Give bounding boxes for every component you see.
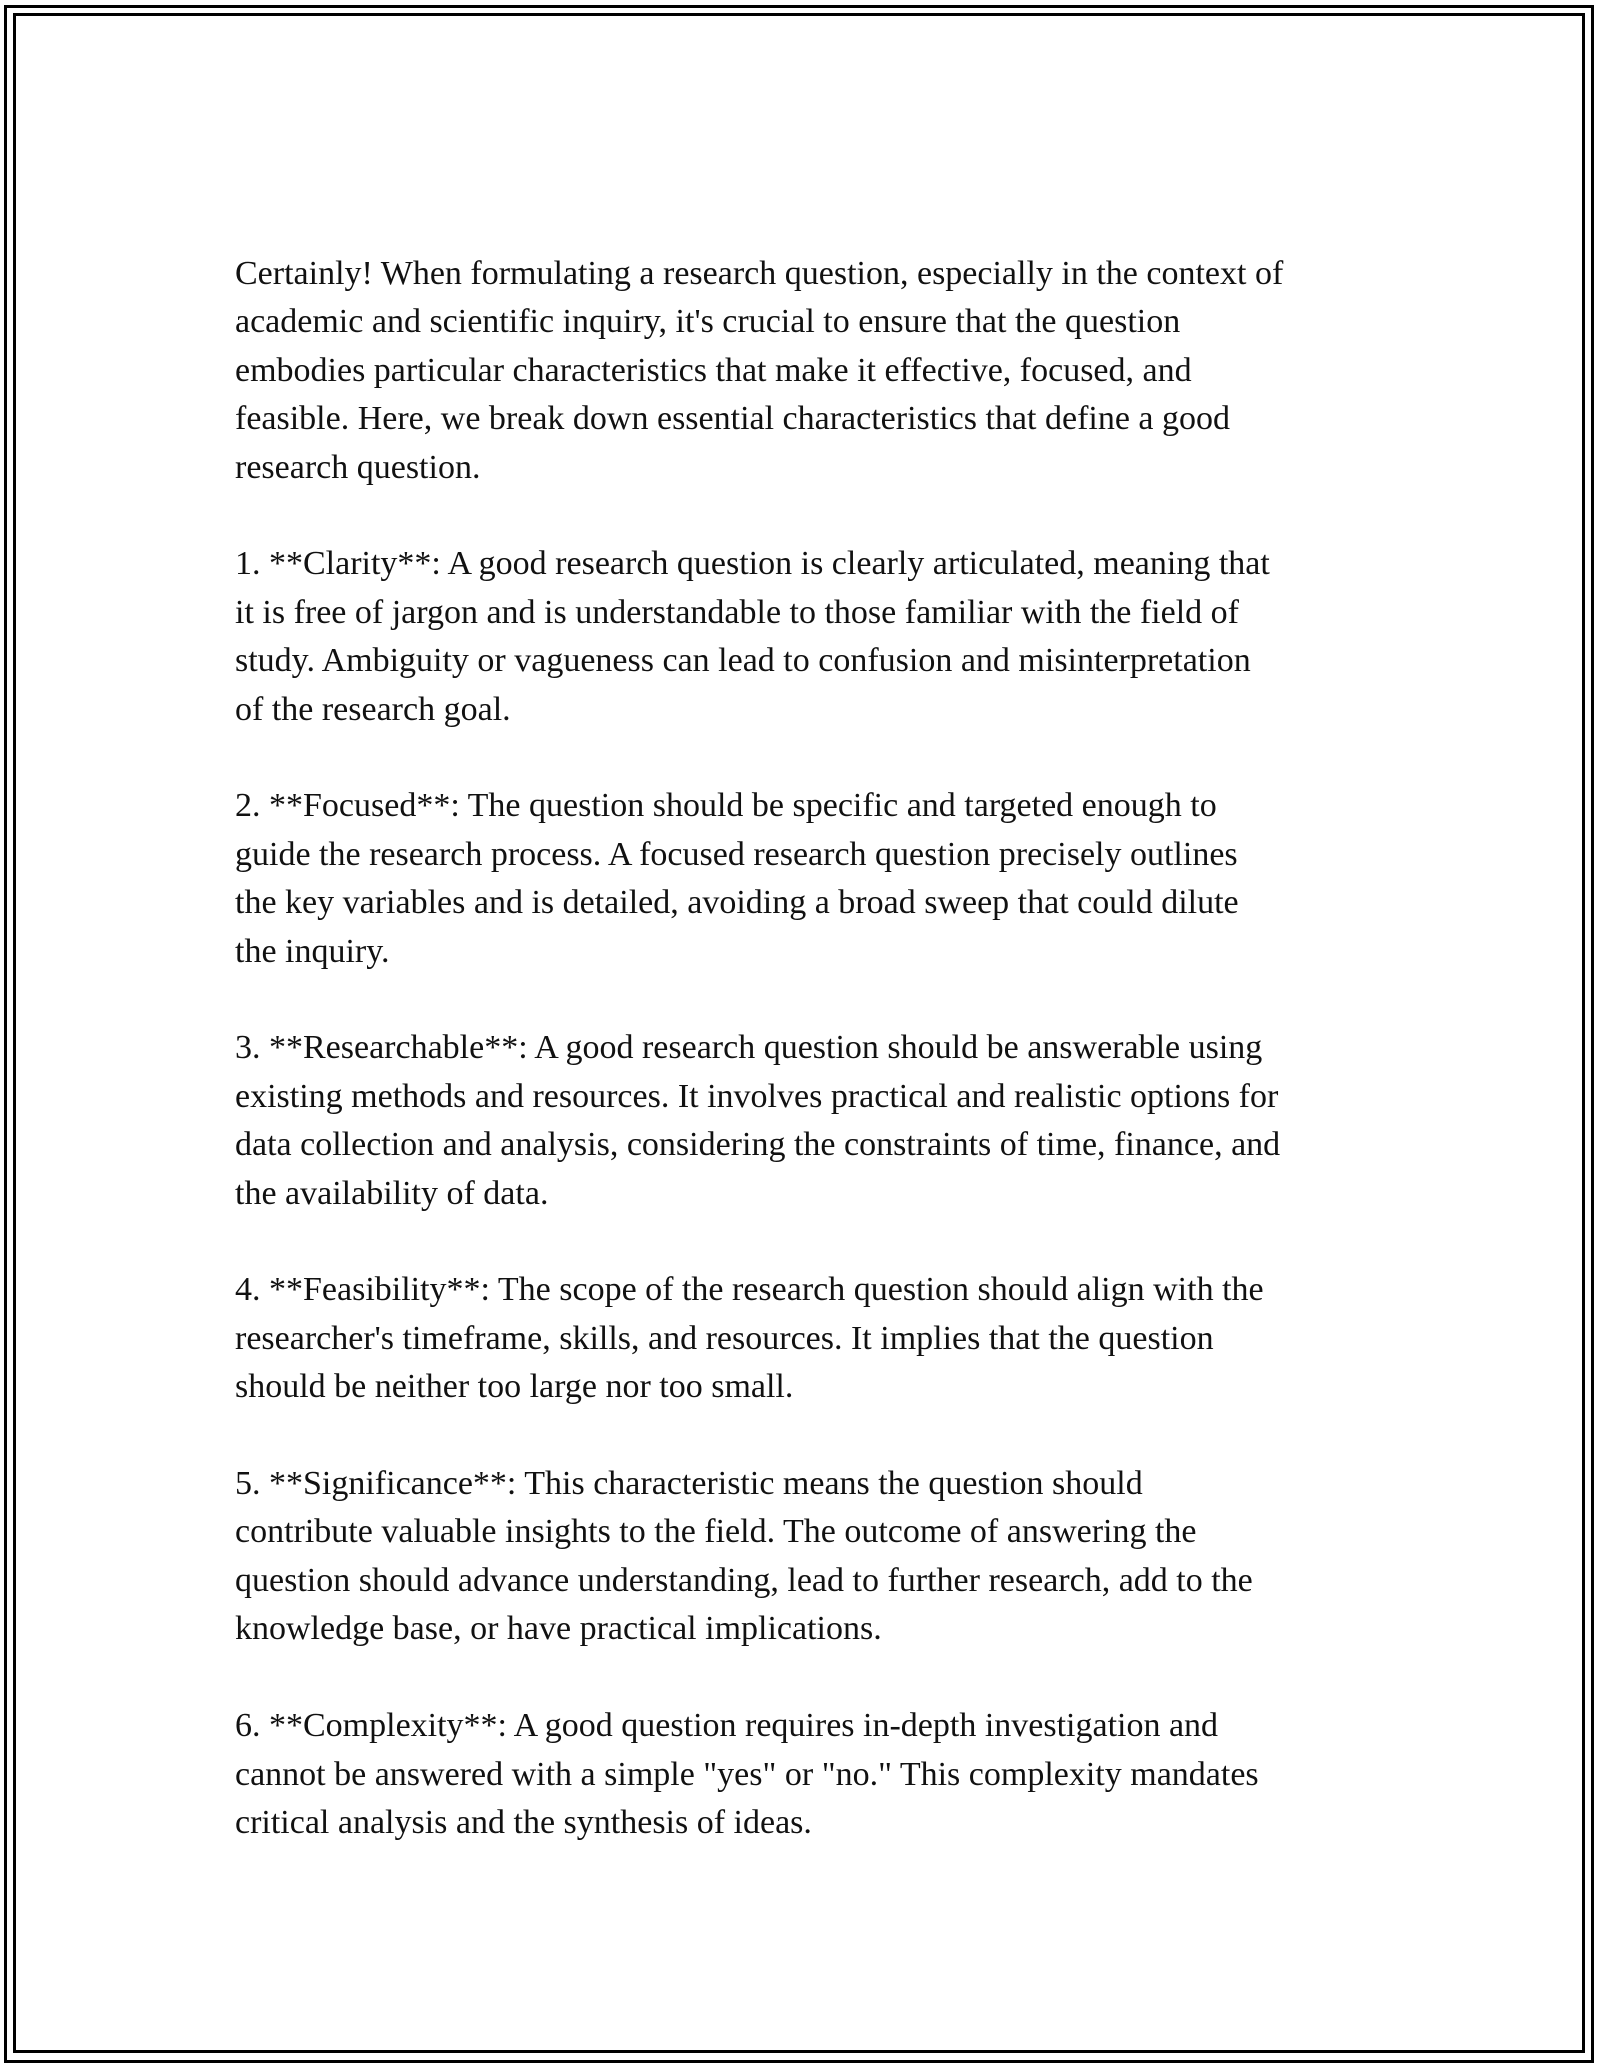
intro-paragraph: Certainly! When formulating a research question, especially in the context of academic and scientific inquiry, it's crucial to ensure that the question embodies particular characteristics that make it effective, focused, and feasible. Here, we break down essential characteristics that define a good research question.	[235, 255, 1284, 486]
list-item-clarity: 1. **Clarity**: A good research question is clearly articulated, meaning that it is free of jargon and is understandable to those familiar with the field of study. Ambiguity or vagueness can lead to confusion and misinterpretation of the research goal.	[235, 545, 1270, 728]
list-item-researchable: 3. **Researchable**: A good research question should be answerable using existing methods and resources. It involves practical and realistic options for data collection and analysis, considering the constraints of time, finance, and the availability of data.	[235, 1029, 1281, 1212]
list-item-complexity: 6. **Complexity**: A good question requires in-depth investigation and cannot be answered with a simple "yes" or "no." This complexity mandates critical analysis and the synthesis of ideas.	[235, 1707, 1259, 1841]
list-item-focused: 2. **Focused**: The question should be specific and targeted enough to guide the research process. A focused research question precisely outlines the key variables and is detailed, avoiding a broad sweep that could dilute the inquiry.	[235, 787, 1239, 970]
document-body	[235, 250, 1375, 1896]
list-item-feasibility: 4. **Feasibility**: The scope of the research question should align with the researcher's timeframe, skills, and resources. It implies that the question should be neither too large nor too small.	[235, 1271, 1264, 1406]
list-item-significance: 5. **Significance**: This characteristic means the question should contribute valuable insights to the field. The outcome of answering the question should advance understanding, lead to further research, add to the knowledge base, or have practical implications.	[235, 1465, 1253, 1648]
